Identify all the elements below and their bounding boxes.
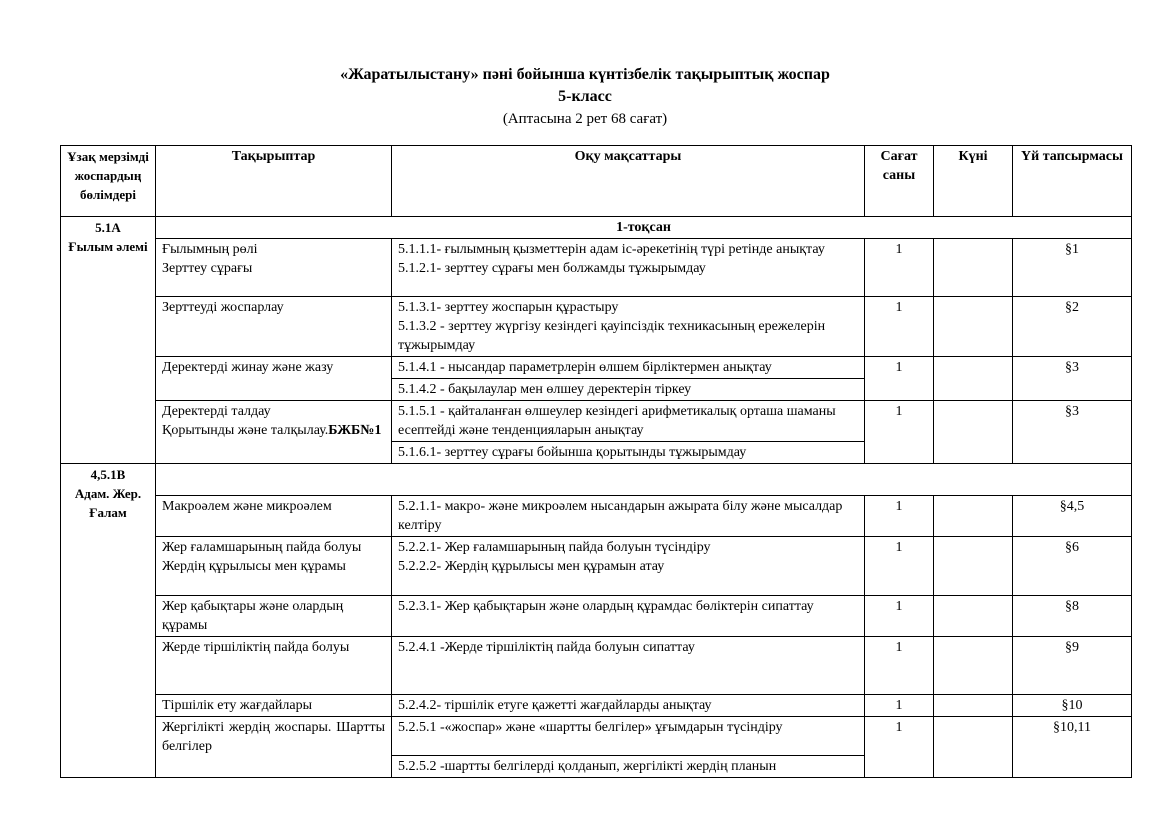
homework-cell: §10 xyxy=(1013,695,1132,717)
topic-text: Ғылымның рөлі xyxy=(162,242,258,257)
assessment-mark: БЖБ№1 xyxy=(328,423,382,438)
column-header-section: Ұзақ мерзімді жоспардың бөлімдері xyxy=(61,146,156,217)
table-header-row xyxy=(61,146,1132,217)
objective-cell: 5.1.5.1 - қайталанған өлшеулер кезіндегі арифметикалық орташа шаманы есептейді және тенденцияларын анықтау xyxy=(392,401,865,442)
grade-label: 5-класс xyxy=(558,88,612,105)
objective-cell: 5.2.5.1 -«жоспар» және «шартты белгілер» ұғымдарын түсіндіру xyxy=(392,717,865,756)
document-title: «Жаратылыстану» пәні бойынша күнтізбелік тақырыптық жоспар xyxy=(340,66,830,83)
objective-cell: 5.1.4.1 - нысандар параметрлерін өлшем бірліктермен анықтау xyxy=(392,357,865,379)
hours-cell: 1 xyxy=(865,297,934,357)
date-cell xyxy=(934,695,1013,717)
hours-cell: 1 xyxy=(865,637,934,695)
section-code: 5.1А xyxy=(95,220,121,235)
objective-cell: 5.2.1.1- макро- және микроәлем нысандарын ажырата білу және мысалдар келтіру xyxy=(392,496,865,537)
date-cell xyxy=(934,297,1013,357)
objective-text: 5.2.2.1- Жер ғаламшарының пайда болуын түсіндіру xyxy=(398,540,711,555)
homework-cell: §6 xyxy=(1013,537,1132,596)
column-header-topics: Тақырыптар xyxy=(156,146,392,217)
quarter-label: 1-тоқсан xyxy=(156,217,1132,239)
table-row xyxy=(61,695,1132,717)
table-row xyxy=(61,401,1132,442)
homework-cell: §1 xyxy=(1013,239,1132,297)
homework-cell: §4,5 xyxy=(1013,496,1132,537)
section-name: Адам. Жер. Ғалам xyxy=(74,486,142,520)
date-cell xyxy=(934,596,1013,637)
table-row xyxy=(61,297,1132,357)
homework-cell: §9 xyxy=(1013,637,1132,695)
homework-cell: §3 xyxy=(1013,357,1132,401)
date-cell xyxy=(934,537,1013,596)
hours-cell: 1 xyxy=(865,357,934,401)
column-header-hours: Сағат саны xyxy=(865,146,934,217)
objective-cell: 5.1.4.2 - бақылаулар мен өлшеу деректерін тіркеу xyxy=(392,379,865,401)
section-name: Ғылым әлемі xyxy=(68,239,148,254)
objective-text: 5.2.2.2- Жердің құрылысы мен құрамын атау xyxy=(398,559,665,574)
topic-cell xyxy=(156,239,392,297)
topic-text-with-mark xyxy=(162,421,385,440)
document-header xyxy=(0,64,1170,130)
hours-cell: 1 xyxy=(865,717,934,778)
hours-cell: 1 xyxy=(865,695,934,717)
section-cell xyxy=(61,217,156,464)
topic-cell: Зерттеуді жоспарлау xyxy=(156,297,392,357)
topic-cell: Жер қабықтары және олардың құрамы xyxy=(156,596,392,637)
date-cell xyxy=(934,717,1013,778)
table-row xyxy=(61,596,1132,637)
topic-cell: Макроәлем және микроәлем xyxy=(156,496,392,537)
topic-cell: Тіршілік ету жағдайлары xyxy=(156,695,392,717)
topic-cell xyxy=(156,401,392,464)
objective-cell: 5.2.5.2 -шартты белгілерді қолданып, жергілікті жердің планын xyxy=(392,756,865,778)
date-cell xyxy=(934,357,1013,401)
objective-text: 5.1.3.1- зерттеу жоспарын құрастыру xyxy=(398,300,619,315)
objective-text: 5.1.2.1- зерттеу сұрағы мен болжамды тұжырымдау xyxy=(398,261,706,276)
hours-cell: 1 xyxy=(865,496,934,537)
hours-cell: 1 xyxy=(865,239,934,297)
objective-cell: 5.1.6.1- зерттеу сұрағы бойынша қорытынды тұжырымдау xyxy=(392,442,865,464)
homework-cell: §8 xyxy=(1013,596,1132,637)
topic-cell: Жергілікті жердің жоспары. Шартты белгілер xyxy=(156,717,392,778)
date-cell xyxy=(934,239,1013,297)
date-cell xyxy=(934,401,1013,464)
objective-cell xyxy=(392,297,865,357)
objective-cell xyxy=(392,537,865,596)
objective-cell: 5.2.4.2- тіршілік етуге қажетті жағдайларды анықтау xyxy=(392,695,865,717)
hours-cell: 1 xyxy=(865,401,934,464)
topic-text: Қорытынды және талқылау. xyxy=(162,423,329,438)
table-row xyxy=(61,637,1132,695)
topic-cell xyxy=(156,537,392,596)
table-row xyxy=(61,239,1132,297)
column-header-date: Күні xyxy=(934,146,1013,217)
topic-text: Жер ғаламшарының пайда болуы xyxy=(162,540,362,555)
hours-cell: 1 xyxy=(865,537,934,596)
column-header-homework: Үй тапсырмасы xyxy=(1013,146,1132,217)
hours-cell: 1 xyxy=(865,596,934,637)
hours-subtitle: (Аптасына 2 рет 68 сағат) xyxy=(502,111,668,127)
topic-cell: Деректерді жинау және жазу xyxy=(156,357,392,401)
homework-cell: §10,11 xyxy=(1013,717,1132,778)
homework-cell: §3 xyxy=(1013,401,1132,464)
objective-cell xyxy=(392,239,865,297)
blank-cell xyxy=(156,464,1132,496)
section-code: 4,5.1В xyxy=(90,467,126,482)
lesson-plan-table xyxy=(60,145,1132,778)
objective-cell: 5.2.4.1 -Жерде тіршіліктің пайда болуын сипаттау xyxy=(392,637,865,695)
table-row xyxy=(61,717,1132,756)
objective-cell: 5.2.3.1- Жер қабықтарын және олардың құрамдас бөліктерін сипаттау xyxy=(392,596,865,637)
topic-text: Зерттеу сұрағы xyxy=(162,261,253,276)
homework-cell: §2 xyxy=(1013,297,1132,357)
table-row xyxy=(61,357,1132,379)
table-row xyxy=(61,537,1132,596)
column-header-objectives: Оқу мақсаттары xyxy=(392,146,865,217)
table-row xyxy=(61,464,1132,496)
topic-cell: Жерде тіршіліктің пайда болуы xyxy=(156,637,392,695)
objective-text: 5.1.1.1- ғылымның қызметтерін адам іс-әрекетінің түрі ретінде анықтау xyxy=(398,242,825,257)
section-cell xyxy=(61,464,156,778)
topic-text: Жердің құрылысы мен құрамы xyxy=(162,559,346,574)
table-row xyxy=(61,217,1132,239)
objective-text: 5.1.3.2 - зерттеу жүргізу кезіндегі қауіпсіздік техникасының ережелерін тұжырымдау xyxy=(398,319,826,353)
table-row xyxy=(61,496,1132,537)
date-cell xyxy=(934,496,1013,537)
topic-text: Деректерді талдау xyxy=(162,404,271,419)
date-cell xyxy=(934,637,1013,695)
